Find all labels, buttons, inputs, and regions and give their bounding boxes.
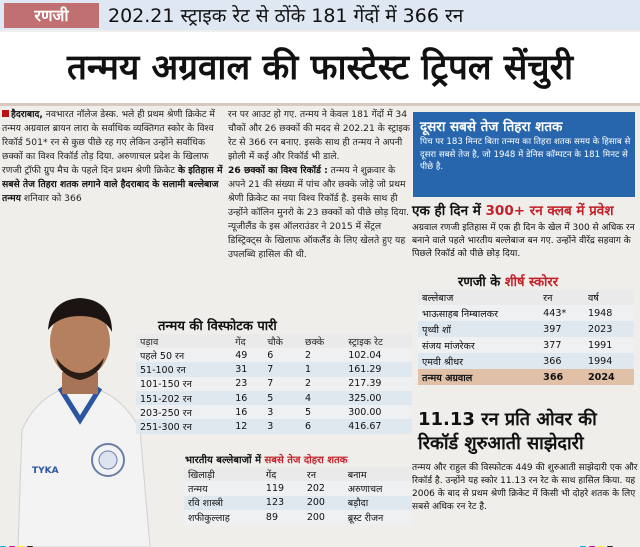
cell: ब्रूस्ट रीजन bbox=[344, 510, 412, 525]
cell: तन्मय अग्रवाल bbox=[418, 369, 539, 385]
fastest-double-table bbox=[184, 467, 412, 525]
cell: 119 bbox=[262, 481, 303, 496]
cell: अरुणाचल bbox=[344, 481, 412, 496]
cell: 5 bbox=[301, 405, 344, 419]
subheadline: 202.21 स्ट्राइक रेट से ठोंके 181 गेंदों में 366 रन bbox=[108, 5, 464, 27]
cell: 12 bbox=[231, 419, 263, 433]
cell: 151-202 रन bbox=[136, 391, 231, 405]
table-row bbox=[184, 510, 412, 525]
cell: 1 bbox=[301, 362, 344, 376]
cell: 3 bbox=[263, 405, 301, 419]
cell: 251-300 रन bbox=[136, 419, 231, 433]
article-column-1 bbox=[2, 108, 227, 268]
col2-paragraph-2: तन्मय ने शुक्रवार के अपने 21 की संख्या में पांच और छक्के जोड़े जो प्रथम श्रेणी क्रिकेट का नया विश्व रिकॉर्ड है. इसके साथ ही उन्होंने कॉलिन मुनरो के 23 छक्कों को पीछे छोड़ दिया. न्यूजीलैंड के इस ऑलराउंडर ने 2015 में सेंट्रल डिस्ट्रिक्ट्स के खिलाफ ऑकलैंड के लिए खेलते हुए यह उपलब्धि हासिल की थी. bbox=[228, 165, 410, 260]
scorers-header-row bbox=[418, 290, 634, 305]
cell: 377 bbox=[539, 337, 584, 353]
club-title-highlight: 300+ रन क्लब में प्रवेश bbox=[485, 203, 614, 219]
fastest-header: खिलाड़ी bbox=[184, 467, 262, 481]
stats-table bbox=[136, 334, 412, 434]
cell: एमवी श्रीधर bbox=[418, 353, 539, 369]
top-scorers-title bbox=[458, 272, 558, 290]
table-row bbox=[418, 321, 634, 337]
cell: 7 bbox=[263, 377, 301, 391]
fastest-title-highlight: सबसे तेज दोहरा शतक bbox=[264, 455, 348, 466]
dateline: हैदराबाद, bbox=[11, 109, 43, 120]
article-column-2 bbox=[228, 108, 410, 310]
stats-title: तन्मय की विस्फोटक पारी bbox=[158, 319, 277, 334]
cell: 416.67 bbox=[344, 419, 412, 433]
cell: 89 bbox=[262, 510, 303, 525]
headline: तन्मय अग्रवाल की फास्टेस्ट ट्रिपल सेंचुरी bbox=[0, 32, 640, 106]
cell: 6 bbox=[301, 419, 344, 433]
print-marks-left bbox=[0, 537, 60, 547]
cell: 2 bbox=[301, 348, 344, 362]
cell: 7 bbox=[263, 362, 301, 376]
col2-paragraph-1: रन पर आउट हो गए. तन्मय ने केवल 181 गेंदों में 34 चौकों और 26 छक्कों की मदद से 202.21 के स्ट्राइक रेट से 366 रन बनाए. इसके साथ ही तन्मय ने अपनी झोली में कई और रिकॉर्ड भी डाले. bbox=[228, 109, 410, 162]
stats-header: गेंद bbox=[231, 334, 263, 348]
fastest-header: रन bbox=[303, 467, 344, 481]
col1-tail: शनिवार को 366 bbox=[20, 193, 82, 204]
table-row bbox=[184, 496, 412, 511]
cell: 161.29 bbox=[344, 362, 412, 376]
scorers-title-highlight: शीर्ष स्कोरर bbox=[504, 275, 559, 290]
cell: पहले 50 रन bbox=[136, 348, 231, 362]
table-row bbox=[184, 481, 412, 496]
cell: 1948 bbox=[584, 305, 634, 321]
club-title bbox=[412, 201, 614, 219]
cell: बड़ौदा bbox=[344, 496, 412, 511]
club-title-prefix: एक ही दिन में bbox=[412, 203, 486, 219]
cell: 366 bbox=[539, 353, 584, 369]
cell: 200 bbox=[303, 510, 344, 525]
cell: 202 bbox=[303, 481, 344, 496]
cell: 123 bbox=[262, 496, 303, 511]
cell: 31 bbox=[231, 362, 263, 376]
stats-header: छक्के bbox=[301, 334, 344, 348]
cell: 2024 bbox=[584, 369, 634, 385]
table-row bbox=[136, 391, 412, 405]
cell: 23 bbox=[231, 377, 263, 391]
stats-header-row bbox=[136, 334, 412, 348]
club-text: अग्रवाल रणजी इतिहास में एक ही दिन के खेल में 300 से अधिक रन बनाने वाले पहले भारतीय बल्लेबाज बन गए. उन्होंने वीरेंद्र सहवाग के पिछले रिकॉर्ड को पीछे छोड़ दिया. bbox=[412, 223, 635, 259]
table-row bbox=[418, 305, 634, 321]
cell: 1991 bbox=[584, 337, 634, 353]
scorers-header: रन bbox=[539, 290, 584, 305]
cell: रवि शास्त्री bbox=[184, 496, 262, 511]
cell: 49 bbox=[231, 348, 263, 362]
scorers-header: वर्ष bbox=[584, 290, 634, 305]
cell: 200 bbox=[303, 496, 344, 511]
table-row bbox=[136, 362, 412, 376]
table-row bbox=[418, 353, 634, 369]
fastest-header-row bbox=[184, 467, 412, 481]
cell: 5 bbox=[263, 391, 301, 405]
cell: 6 bbox=[263, 348, 301, 362]
cell: 443* bbox=[539, 305, 584, 321]
cell: 2 bbox=[301, 377, 344, 391]
table-row bbox=[136, 405, 412, 419]
highlighted-row bbox=[418, 369, 634, 385]
jersey-logo: TYKA bbox=[32, 466, 59, 476]
col2-subhead: 26 छक्कों का विश्व रिकॉर्ड : bbox=[228, 165, 328, 176]
fastest-title-prefix: भारतीय बल्लेबाजों में bbox=[185, 455, 265, 466]
cell: 3 bbox=[263, 419, 301, 433]
table-row bbox=[418, 337, 634, 353]
scorers-title-prefix: रणजी के bbox=[458, 275, 505, 290]
cell: 1994 bbox=[584, 353, 634, 369]
table-row bbox=[136, 377, 412, 391]
cell: 16 bbox=[231, 391, 263, 405]
cell: 203-250 रन bbox=[136, 405, 231, 419]
cell: शफीकुल्लाह bbox=[184, 510, 262, 525]
cell: संजय मांजरेकर bbox=[418, 337, 539, 353]
fastest-header: बनाम bbox=[344, 467, 412, 481]
second-fastest-text: पिच पर 183 मिनट बिता तन्मय का तिहरा शतक समय के हिसाब से दूसरा सबसे तेज है, जो 1948 में डेनिस कॉम्पटन के 181 मिनट से पीछे है. bbox=[420, 137, 631, 172]
cell: तन्मय bbox=[184, 481, 262, 496]
cell: 51-100 रन bbox=[136, 362, 231, 376]
print-marks-right bbox=[580, 537, 640, 547]
bullet-icon bbox=[2, 110, 9, 117]
cell: 16 bbox=[231, 405, 263, 419]
fastest-double-title bbox=[185, 452, 347, 466]
cell: 101-150 रन bbox=[136, 377, 231, 391]
table-row bbox=[136, 348, 412, 362]
stats-header: पड़ाव bbox=[136, 334, 231, 348]
second-fastest-title: दूसरा सबसे तेज तिहरा शतक bbox=[420, 119, 563, 135]
cell: 397 bbox=[539, 321, 584, 337]
stats-header: स्ट्राइक रेट bbox=[344, 334, 412, 348]
cell: 325.00 bbox=[344, 391, 412, 405]
table-row bbox=[136, 419, 412, 433]
top-scorers-table bbox=[418, 290, 634, 385]
cell: 300.00 bbox=[344, 405, 412, 419]
col1-bold-text: के इतिहास में सबसे तेज तिहरा शतक लगाने वाले हैदराबाद के सलामी बल्लेबाज तन्मय bbox=[2, 165, 223, 204]
section-tag: रणजी bbox=[4, 3, 99, 28]
cell: 2023 bbox=[584, 321, 634, 337]
partnership-text: तन्मय और राहुल की विस्फोटक 449 की शुरुआती साझेदारी एक और रिकॉर्ड है. उन्होंने यह स्कोर 11.13 रन रेट के साथ हासिल किया. यह 2006 के बाद से प्रथम श्रेणी क्रिकेट में किसी भी दोहरे शतक के लिए सबसे अधिक रन रेट है. bbox=[412, 463, 638, 512]
cell: 4 bbox=[301, 391, 344, 405]
fastest-header: गेंद bbox=[262, 467, 303, 481]
partnership-title: 11.13 रन प्रति ओवर की रिकॉर्ड शुरुआती साझेदारी bbox=[418, 409, 597, 454]
cell: 217.39 bbox=[344, 377, 412, 391]
cell: 366 bbox=[539, 369, 584, 385]
stats-header: चौके bbox=[263, 334, 301, 348]
cell: भाऊसाहब निम्बालकर bbox=[418, 305, 539, 321]
cell: पृथ्वी शॉ bbox=[418, 321, 539, 337]
col1-text: नवभारत नॉलेज डेस्क. भले ही प्रथम श्रेणी क्रिकेट में तन्मय अग्रवाल ब्रायन लारा के सर्वाधिक व्यक्तिगत स्कोर के विश्व रिकॉर्ड 501* रन से कुछ पीछे रह गए लेकिन उन्होंने सर्वाधिक छक्कों का विश्व रिकॉर्ड तोड़ दिया. अरुणाचल प्रदेश के खिलाफ रणजी ट्रॉफी ग्रुप मैच के पहले दिन प्रथम श्रेणी क्रिकेट bbox=[2, 109, 215, 176]
cell: 102.04 bbox=[344, 348, 412, 362]
scorers-header: बल्लेबाज bbox=[418, 290, 539, 305]
